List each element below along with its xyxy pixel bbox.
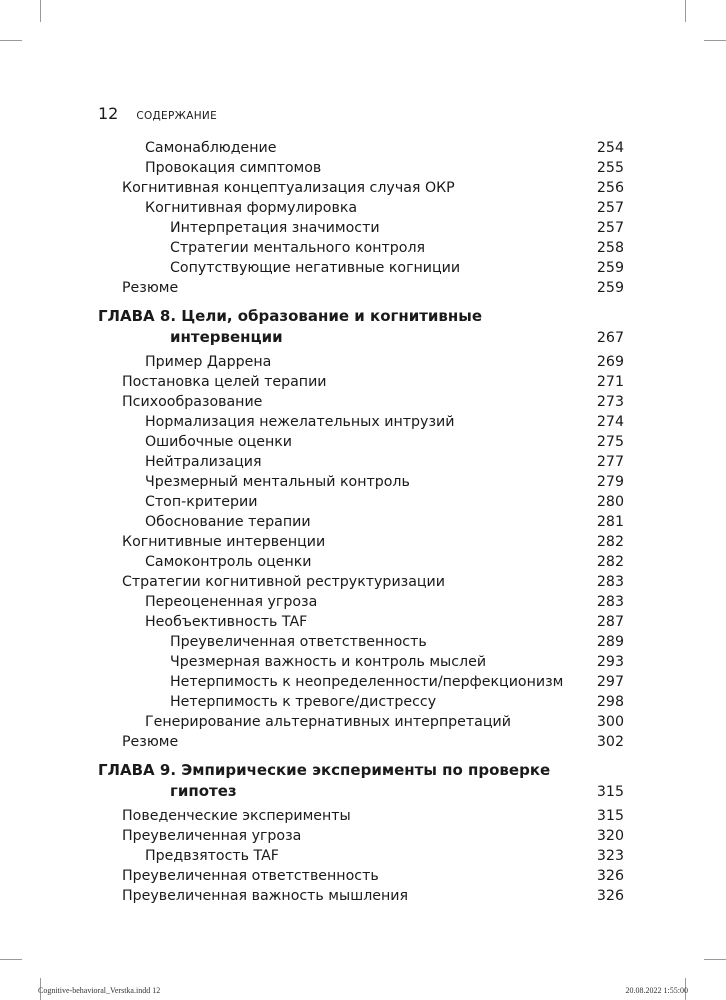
toc-entry-page: 275 — [596, 434, 624, 450]
toc-entry-page: 269 — [596, 354, 624, 370]
toc-entry — [98, 412, 624, 432]
toc-entry-title: Нейтрализация — [145, 454, 262, 470]
page-number: 12 — [98, 104, 119, 123]
toc-entry-page: 279 — [596, 474, 624, 490]
toc-entry-page: 326 — [596, 868, 624, 884]
toc-entry-page: 271 — [596, 374, 624, 390]
toc-entry-page: 280 — [596, 494, 624, 510]
toc-entry — [98, 158, 624, 178]
toc-entry-title: Поведенческие эксперименты — [122, 808, 351, 824]
toc-entry-title: Пример Даррена — [145, 354, 272, 370]
toc-entry — [98, 352, 624, 372]
chapter-title-line2-row — [98, 781, 624, 803]
toc-entry — [98, 372, 624, 392]
toc-entry-title: Стратегии ментального контроля — [170, 240, 426, 256]
toc-entry — [98, 218, 624, 238]
toc-entry-title: Резюме — [122, 734, 179, 750]
toc-entry-page: 283 — [596, 594, 624, 610]
chapter-title-line2: гипотез — [170, 782, 237, 800]
chapter-title-line2: интервенции — [170, 328, 283, 346]
toc-entry-page: 326 — [596, 888, 624, 904]
toc-entry — [98, 592, 624, 612]
toc-entry-page: 298 — [596, 694, 624, 710]
toc-entry-page: 255 — [596, 160, 624, 176]
toc-entry-page: 281 — [596, 514, 624, 530]
toc-entry — [98, 138, 624, 158]
toc-entry-page: 287 — [596, 614, 624, 630]
toc-entry-page: 273 — [596, 394, 624, 410]
toc-entry-title: Стратегии когнитивной реструктуризации — [122, 574, 445, 590]
toc-entry-page: 254 — [596, 140, 624, 156]
toc-entry-title: Психообразование — [122, 394, 263, 410]
toc-entry — [98, 886, 624, 906]
toc-entry-page: 297 — [596, 674, 624, 690]
chapter-title-line1: ГЛАВА 9. Эмпирические эксперименты по проверке — [98, 761, 551, 779]
toc-entry-title: Преувеличенная ответственность — [170, 634, 427, 650]
toc-entry-title: Нормализация нежелательных интрузий — [145, 414, 455, 430]
toc-entry-title: Самонаблюдение — [145, 140, 277, 156]
toc-entry-title: Переоцененная угроза — [145, 594, 318, 610]
toc-entry — [98, 278, 624, 298]
toc-entry-title: Преувеличенная важность мышления — [122, 888, 409, 904]
chapter-page: 267 — [596, 330, 624, 346]
toc-entry-page: 257 — [596, 220, 624, 236]
toc-entry — [98, 846, 624, 866]
toc-entry-page: 282 — [596, 554, 624, 570]
crop-mark — [0, 959, 22, 960]
toc-entry — [98, 612, 624, 632]
toc-entry — [98, 692, 624, 712]
toc-entry-page: 259 — [596, 260, 624, 276]
toc-entry-page: 323 — [596, 848, 624, 864]
print-slug-filename: Cognitive-behavioral_Verstka.indd 12 — [38, 986, 161, 995]
crop-mark — [704, 959, 726, 960]
toc-entry — [98, 866, 624, 886]
toc-entry-page: 274 — [596, 414, 624, 430]
toc-entry-title: Интерпретация значимости — [170, 220, 380, 236]
toc-entry — [98, 532, 624, 552]
toc-entry-title: Сопутствующие негативные когниции — [170, 260, 461, 276]
toc-entry-title: Стоп-критерии — [145, 494, 258, 510]
toc-entry-page: 277 — [596, 454, 624, 470]
toc-entry — [98, 392, 624, 412]
toc-entry-page: 282 — [596, 534, 624, 550]
toc-entry-title: Необъективность TAF — [145, 614, 308, 630]
toc-entry-page: 320 — [596, 828, 624, 844]
toc-entry-title: Предвзятость TAF — [145, 848, 279, 864]
crop-mark — [704, 40, 726, 41]
toc-entry-title: Генерирование альтернативных интерпретаций — [145, 714, 511, 730]
toc-entry — [98, 178, 624, 198]
toc-entry-page: 259 — [596, 280, 624, 296]
toc-entry — [98, 492, 624, 512]
toc-entry-page: 300 — [596, 714, 624, 730]
toc-entry-title: Резюме — [122, 280, 179, 296]
toc-entry-title: Нетерпимость к неопределенности/перфекционизм — [170, 674, 564, 690]
chapter-title-line1: ГЛАВА 8. Цели, образование и когнитивные — [98, 307, 483, 325]
toc-entry-title: Чрезмерный ментальный контроль — [145, 474, 410, 490]
toc-entry-title: Преувеличенная ответственность — [122, 868, 379, 884]
toc-entry-page: 289 — [596, 634, 624, 650]
toc-entry-title: Постановка целей терапии — [122, 374, 327, 390]
table-of-contents — [98, 138, 624, 906]
toc-entry-page: 302 — [596, 734, 624, 750]
toc-entry-title: Самоконтроль оценки — [145, 554, 312, 570]
toc-entry — [98, 672, 624, 692]
chapter-heading — [98, 306, 624, 349]
crop-mark — [0, 40, 22, 41]
toc-entry — [98, 238, 624, 258]
toc-entry-page: 315 — [596, 808, 624, 824]
toc-entry — [98, 432, 624, 452]
toc-entry — [98, 258, 624, 278]
toc-entry — [98, 452, 624, 472]
toc-entry — [98, 472, 624, 492]
toc-entry-title: Когнитивные интервенции — [122, 534, 326, 550]
toc-entry-title: Когнитивная формулировка — [145, 200, 358, 216]
toc-entry-title: Ошибочные оценки — [145, 434, 293, 450]
toc-entry — [98, 806, 624, 826]
toc-entry-title: Провокация симптомов — [145, 160, 322, 176]
toc-entry — [98, 552, 624, 572]
toc-entry-page: 256 — [596, 180, 624, 196]
toc-entry-title: Когнитивная концептуализация случая ОКР — [122, 180, 455, 196]
toc-entry — [98, 572, 624, 592]
chapter-title-line2-row — [98, 327, 624, 349]
print-slug-timestamp: 20.08.2022 1:55:00 — [625, 986, 688, 995]
toc-entry-page: 293 — [596, 654, 624, 670]
toc-entry-page: 257 — [596, 200, 624, 216]
toc-entry-page: 283 — [596, 574, 624, 590]
toc-entry-page: 258 — [596, 240, 624, 256]
toc-entry — [98, 732, 624, 752]
toc-entry — [98, 652, 624, 672]
running-head: СОДЕРЖАНИЕ — [136, 110, 218, 122]
chapter-heading — [98, 760, 624, 803]
toc-entry-title: Обоснование терапии — [145, 514, 311, 530]
toc-entry-title: Преувеличенная угроза — [122, 828, 302, 844]
page-header — [98, 104, 217, 123]
toc-entry-title: Чрезмерная важность и контроль мыслей — [170, 654, 487, 670]
toc-entry — [98, 712, 624, 732]
crop-mark — [685, 0, 686, 22]
toc-entry — [98, 198, 624, 218]
toc-entry — [98, 632, 624, 652]
toc-entry-title: Нетерпимость к тревоге/дистрессу — [170, 694, 437, 710]
crop-mark — [40, 0, 41, 22]
toc-entry — [98, 512, 624, 532]
toc-entry — [98, 826, 624, 846]
chapter-page: 315 — [596, 784, 624, 800]
